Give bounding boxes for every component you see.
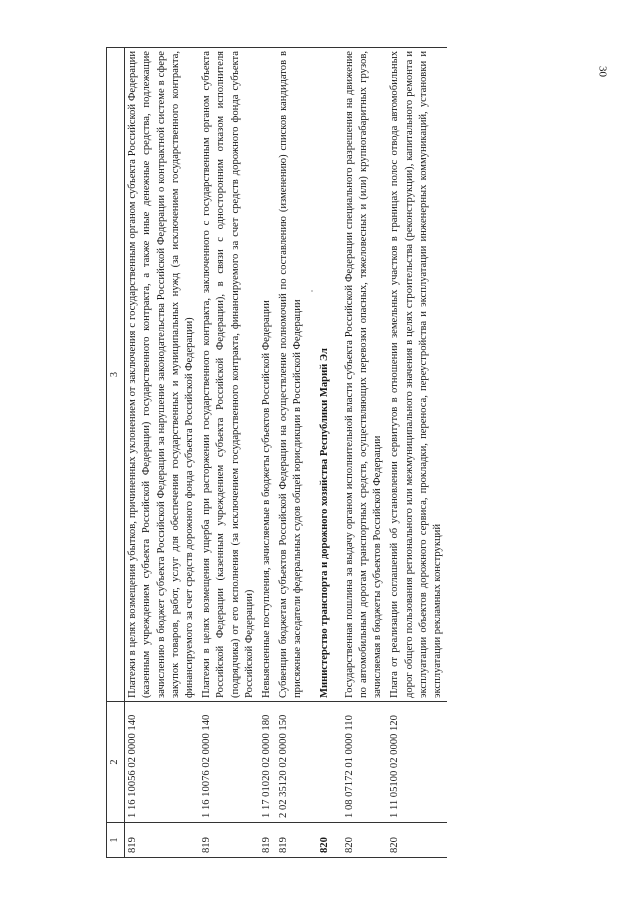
- revenue-code-cell: 1 16 10076 02 0000 140: [199, 702, 259, 823]
- revenue-codes-table: [106, 47, 447, 858]
- revenue-code-cell: 1 11 05100 02 0000 120: [387, 702, 447, 823]
- ministry-section-row: [308, 48, 342, 858]
- table-row: [387, 48, 447, 858]
- revenue-code-cell: 1 16 10056 02 0000 140: [125, 702, 200, 823]
- revenue-description-cell: Невыясненные поступления, зачисляемые в бюджеты субъектов Российской Федерации: [259, 48, 276, 702]
- section-admin-code: 820: [308, 823, 342, 858]
- table-row: [276, 48, 307, 858]
- revenue-description-cell: Платежи в целях возмещения ущерба при расторжении государственного контракта, заключенного с государственным органом субъекта Российской Федерации (казенным учреждением субъекта Российской Федерации), в связи с односторонним отказом исполнителя (подрядчика) от его исполнения (за исключением государственного контракта, финансируемого за счет средств дорожного фонда субъекта Российской Федерации): [199, 48, 259, 702]
- table-header-row: [107, 48, 125, 858]
- rotated-table-container: [106, 48, 584, 858]
- revenue-description-cell: Государственная пошлина за выдачу органом исполнительной власти субъекта Российской Федерации специального разрешения на движение по автомобильным дорогам транспортных средств, осуществляющих перевозки опасных, тяжеловесных и (или) крупногабаритных грузов, зачисляемая в бюджеты субъектов Российской Федерации: [342, 48, 388, 702]
- table-row: [259, 48, 276, 858]
- admin-code-cell: 819: [276, 823, 307, 858]
- revenue-description-cell: Плата от реализации соглашений об установлении сервитутов в отношении земельных участков в границах полос отвода автомобильных дорог общего пользования регионального или межмуниципального значения в целях строительства (реконструкции), капитального ремонта и эксплуатации объектов дорожного сервиса, прокладки, переноса, переустройства и эксплуатации инженерных коммуникаций, установки и эксплуатации рекламных конструкций: [387, 48, 447, 702]
- admin-code-cell: 820: [387, 823, 447, 858]
- page-number: 30: [596, 66, 609, 77]
- admin-code-cell: 819: [259, 823, 276, 858]
- revenue-code-cell: 2 02 35120 02 0000 150: [276, 702, 307, 823]
- column-header: 2: [107, 702, 125, 823]
- revenue-description-cell: Субвенции бюджетам субъектов Российской Федерации на осуществление полномочий по составлению (изменению) списков кандидатов в присяжные заседатели федеральных судов общей юрисдикции в Российской Федерации: [276, 48, 307, 702]
- column-header: 3: [107, 48, 125, 702]
- admin-code-cell: 820: [342, 823, 388, 858]
- section-empty-cell: [308, 702, 342, 823]
- table-row: [199, 48, 259, 858]
- revenue-description-cell: Платежи в целях возмещения убытков, причиненных уклонением от заключения с государственным органом субъекта Российской Федерации (казенным учреждением субъекта Российской Федерации) государственного контракта, а также иные денежные средства, подлежащие зачислению в бюджет субъекта Российской Федерации за нарушение законодательства Российской Федерации о контрактной системе в сфере закупок товаров, работ, услуг для обеспечения государственных и муниципальных нужд (за исключением государственного контракта, финансируемого за счет средств дорожного фонда субъекта Российской Федерации): [125, 48, 200, 702]
- ministry-title: Министерство транспорта и дорожного хозяйства Республики Марий Эл: [308, 48, 342, 702]
- revenue-code-cell: 1 08 07172 01 0000 110: [342, 702, 388, 823]
- column-header: 1: [107, 823, 125, 858]
- table-row: [125, 48, 200, 858]
- admin-code-cell: 819: [125, 823, 200, 858]
- table-row: [342, 48, 388, 858]
- admin-code-cell: 819: [199, 823, 259, 858]
- revenue-code-cell: 1 17 01020 02 0000 180: [259, 702, 276, 823]
